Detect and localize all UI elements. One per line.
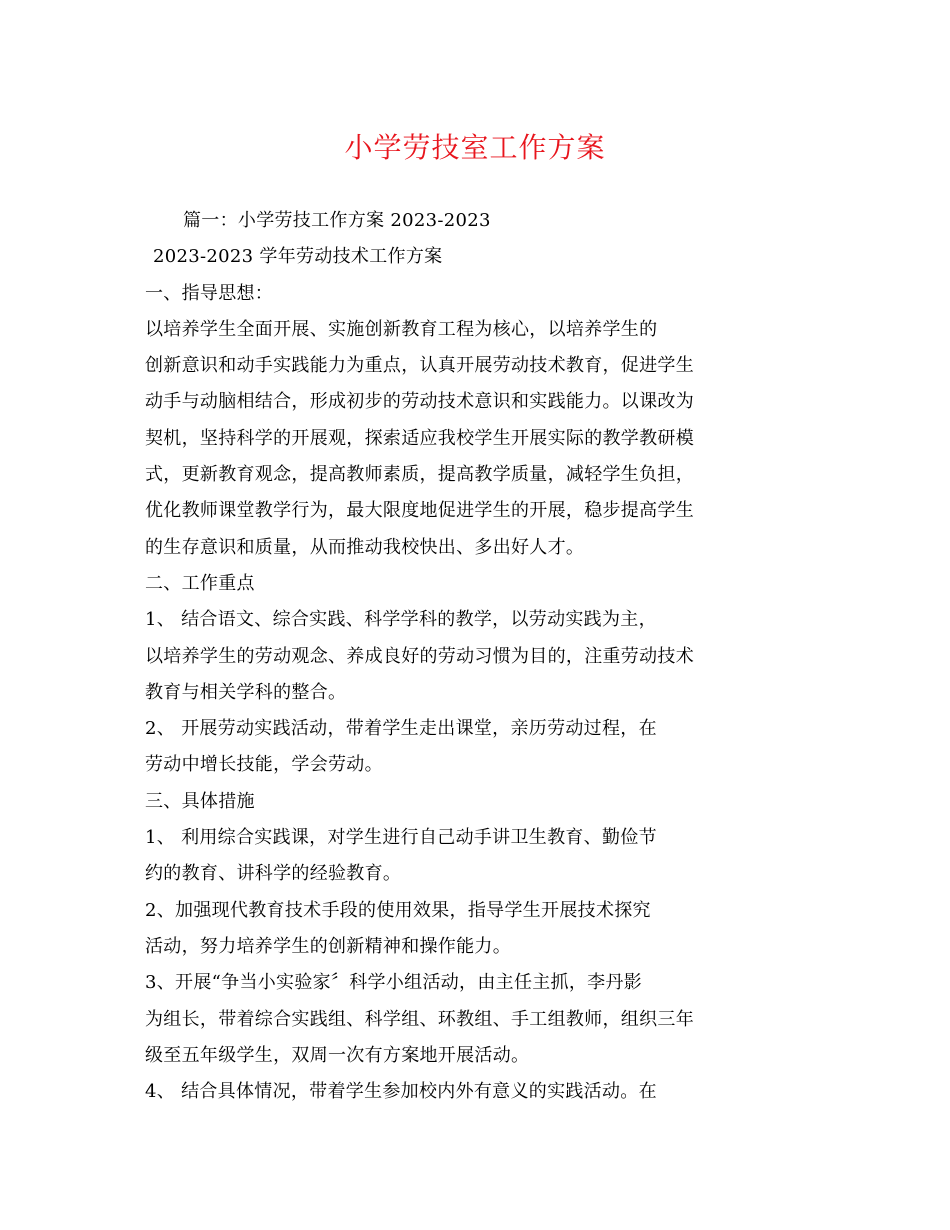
list-item-line: 活动，努力培养学生的创新精神和操作能力。 xyxy=(145,935,511,957)
paragraph-line: 式，更新教育观念，提高教师素质，提高教学质量，减轻学生负担， xyxy=(145,464,694,486)
list-item-line: 级至五年级学生，双周一次有方案地开展活动。 xyxy=(145,1044,530,1066)
paragraph-line: 创新意识和动手实践能力为重点，认真开展劳动技术教育，促进学生 xyxy=(145,355,694,377)
list-item-line: 1、 利用综合实践课，对学生进行自己动手讲卫生教育、勤俭节 xyxy=(145,827,657,849)
section-heading-chapter-one: 篇一：小学劳技工作方案 2023-2023 xyxy=(183,210,491,231)
paragraph-line: 优化教师课堂教学行为，最大限度地促进学生的开展，稳步提高学生 xyxy=(145,500,694,522)
list-item-line: 2、 开展劳动实践活动，带着学生走出课堂，亲历劳动过程，在 xyxy=(145,718,657,740)
document-title: 小学劳技室工作方案 xyxy=(344,131,606,164)
list-item-line: 1、 结合语文、综合实践、科学学科的教学，以劳动实践为主， xyxy=(145,609,657,631)
list-item-line: 4、 结合具体情况，带着学生参加校内外有意义的实践活动。在 xyxy=(145,1081,657,1103)
list-item-line: 约的教育、讲科学的经验教育。 xyxy=(145,863,402,885)
paragraph-line: 契机，坚持科学的开展观，探索适应我校学生开展实际的教学教研模 xyxy=(145,427,694,449)
plan-subtitle: 2023-2023 学年劳动技术工作方案 xyxy=(153,246,443,268)
section-heading-work-focus: 二、工作重点 xyxy=(145,572,255,594)
paragraph-line: 的生存意识和质量，从而推动我校快出、多出好人才。 xyxy=(145,536,585,558)
list-item-line: 以培养学生的劳动观念、养成良好的劳动习惯为目的，注重劳动技术 xyxy=(145,645,694,667)
section-heading-guiding-thought: 一、指导思想： xyxy=(145,282,274,304)
paragraph-line: 以培养学生全面开展、实施创新教育工程为核心，以培养学生的 xyxy=(145,318,658,340)
document-body xyxy=(145,203,845,1110)
section-heading-specific-measures: 三、具体措施 xyxy=(145,790,255,812)
list-item-line: 为组长，带着综合实践组、科学组、环教组、手工组教师，组织三年 xyxy=(145,1008,694,1030)
paragraph-line: 动手与动脑相结合，形成初步的劳动技术意识和实践能力。以课改为 xyxy=(145,391,694,413)
list-item-line: 3、开展“争当小实验家〞科学小组活动，由主任主抓，李丹影 xyxy=(145,972,643,994)
list-item-line: 劳动中增长技能，学会劳动。 xyxy=(145,754,383,776)
list-item-line: 教育与相关学科的整合。 xyxy=(145,681,347,703)
list-item-line: 2、加强现代教育技术手段的使用效果，指导学生开展技术探究 xyxy=(145,899,651,921)
